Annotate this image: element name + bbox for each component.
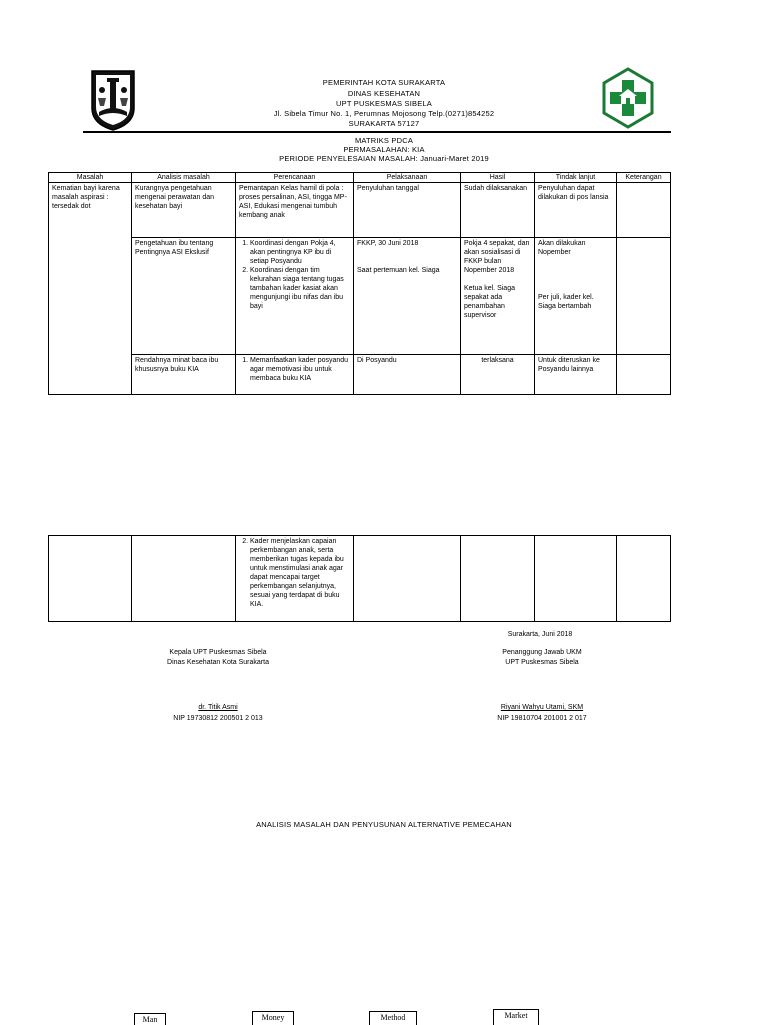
cell-analisis [132,536,236,622]
cell-pelaksanaan: Di Posyandu [354,355,461,395]
cell-keterangan [617,183,671,238]
cell-hasil: terlaksana [461,355,535,395]
col-analisis: Analisis masalah [132,173,236,183]
table-row [49,536,671,622]
cell-hasil [461,238,535,355]
pelaksanaan-item: FKKP, 30 Juni 2018 [357,240,419,247]
cell-analisis: Pengetahuan ibu tentang Pentingnya ASI Ekslusif [132,238,236,355]
fishbone-box-money: Money [252,1011,294,1025]
col-pelaksanaan: Pelaksanaan [354,173,461,183]
header-divider [83,131,671,133]
place-date: Surakarta, Juni 2018 [507,631,573,638]
cell-tindak-lanjut: Untuk diteruskan ke Posyandu lainnya [535,355,617,395]
right-signer-name: Riyani Wahyu Utami, SKM [500,704,584,711]
plan-item: 1. Memanfaatkan kader posyandu agar memotivasi ibu untuk membaca buku KIA [250,356,350,383]
fishbone-box-man: Man [134,1013,166,1025]
plan-item: 2. Koordinasi dengan tim kelurahan siaga tentang tugas tambahan kader kasiat akan mengunjungi ibu nifas dan ibu bayi [250,266,350,311]
col-tindak-lanjut: Tindak lanjut [535,173,617,183]
header-address: Jl. Sibela Timur No. 1, Perumnas Mojosong Telp.(0271)854252 [273,109,495,118]
table-header-row [49,173,671,183]
right-signer-nip: NIP 19810704 201001 2 017 [497,715,587,722]
left-signer-office: Dinas Kesehatan Kota Surakarta [167,659,269,666]
header-government: PEMERINTAH KOTA SURAKARTA [322,78,446,87]
fishbone-box-method: Method [369,1011,417,1025]
cell-tindak-lanjut [535,238,617,355]
plan-item: 2. Kader menjelaskan capaian perkembangan anak, serta memberikan tugas kepada ibu untuk menstimulasi anak agar dapat mencapai target perkembangan selanjutnya, sesuai yang terdapat di buku KIA. [250,537,350,609]
pdca-matrix-table-continued [48,535,671,622]
cell-keterangan [617,355,671,395]
left-signer-nip: NIP 19730812 200501 2 013 [173,715,263,722]
left-signer-name: dr. Titik Asmi [198,704,238,711]
cell-masalah [49,536,132,622]
tindak-item: Akan dilakukan Nopember [538,240,586,256]
cell-hasil [461,536,535,622]
fishbone-box-market: Market [493,1009,539,1025]
hasil-item: Ketua kel. Siaga sepakat ada penambahan supervisor [464,285,515,319]
cell-tindak-lanjut [535,536,617,622]
header-city: SURAKARTA 57127 [348,119,420,128]
pelaksanaan-item: Saat pertemuan kel. Siaga [357,267,440,274]
col-masalah: Masalah [49,173,132,183]
cell-analisis: Kurangnya pengetahuan mengenai perawatan dan kesehatan bayi [132,183,236,238]
hasil-item: Pokja 4 sepakat, dan akan sosialisasi di FKKP bulan Nopember 2018 [464,240,530,274]
doc-subject: PERMASALAHAN: KIA [343,145,425,154]
header-unit: UPT PUSKESMAS SIBELA [336,99,432,108]
col-hasil: Hasil [461,173,535,183]
doc-title: MATRIKS PDCA [354,136,414,145]
doc-period: PERIODE PENYELESAIAN MASALAH: Januari-Maret 2019 [279,154,489,163]
col-perencanaan: Perencanaan [236,173,354,183]
cell-perencanaan [236,238,354,355]
header-agency: DINAS KESEHATAN [347,89,421,98]
cell-perencanaan: Pemantapan Kelas hamil di pola : proses persalinan, ASI, tingga MP-ASI, Edukasi mengenai tumbuh kembang anak [236,183,354,238]
cell-tindak-lanjut: Penyuluhan dapat dilakukan di pos lansia [535,183,617,238]
table-row [49,183,671,238]
section-title: ANALISIS MASALAH DAN PENYUSUNAN ALTERNATIVE PEMECAHAN [256,820,512,829]
plan-item: 1. Koordinasi dengan Pokja 4, akan pentingnya KP ibu di setiap Posyandu [250,239,350,266]
cell-perencanaan [236,355,354,395]
cell-analisis: Rendahnya minat baca ibu khususnya buku KIA [132,355,236,395]
cell-pelaksanaan: Penyuluhan tanggal [354,183,461,238]
cell-keterangan [617,238,671,355]
table-row [49,238,671,355]
cell-masalah: Kematian bayi karena masalah aspirasi : tersedak dot [49,183,132,395]
tindak-item: Per juli, kader kel. Siaga bertambah [538,294,594,310]
table-row [49,355,671,395]
cell-perencanaan [236,536,354,622]
cell-keterangan [617,536,671,622]
pdca-matrix-table [48,172,671,395]
right-signer-role: Penanggung Jawab UKM [502,649,582,656]
cell-pelaksanaan [354,536,461,622]
left-signer-role: Kepala UPT Puskesmas Sibela [169,649,267,656]
cell-pelaksanaan [354,238,461,355]
cell-hasil: Sudah dilaksanakan [461,183,535,238]
right-signer-office: UPT Puskesmas Sibela [505,659,579,666]
col-keterangan: Keterangan [617,173,671,183]
